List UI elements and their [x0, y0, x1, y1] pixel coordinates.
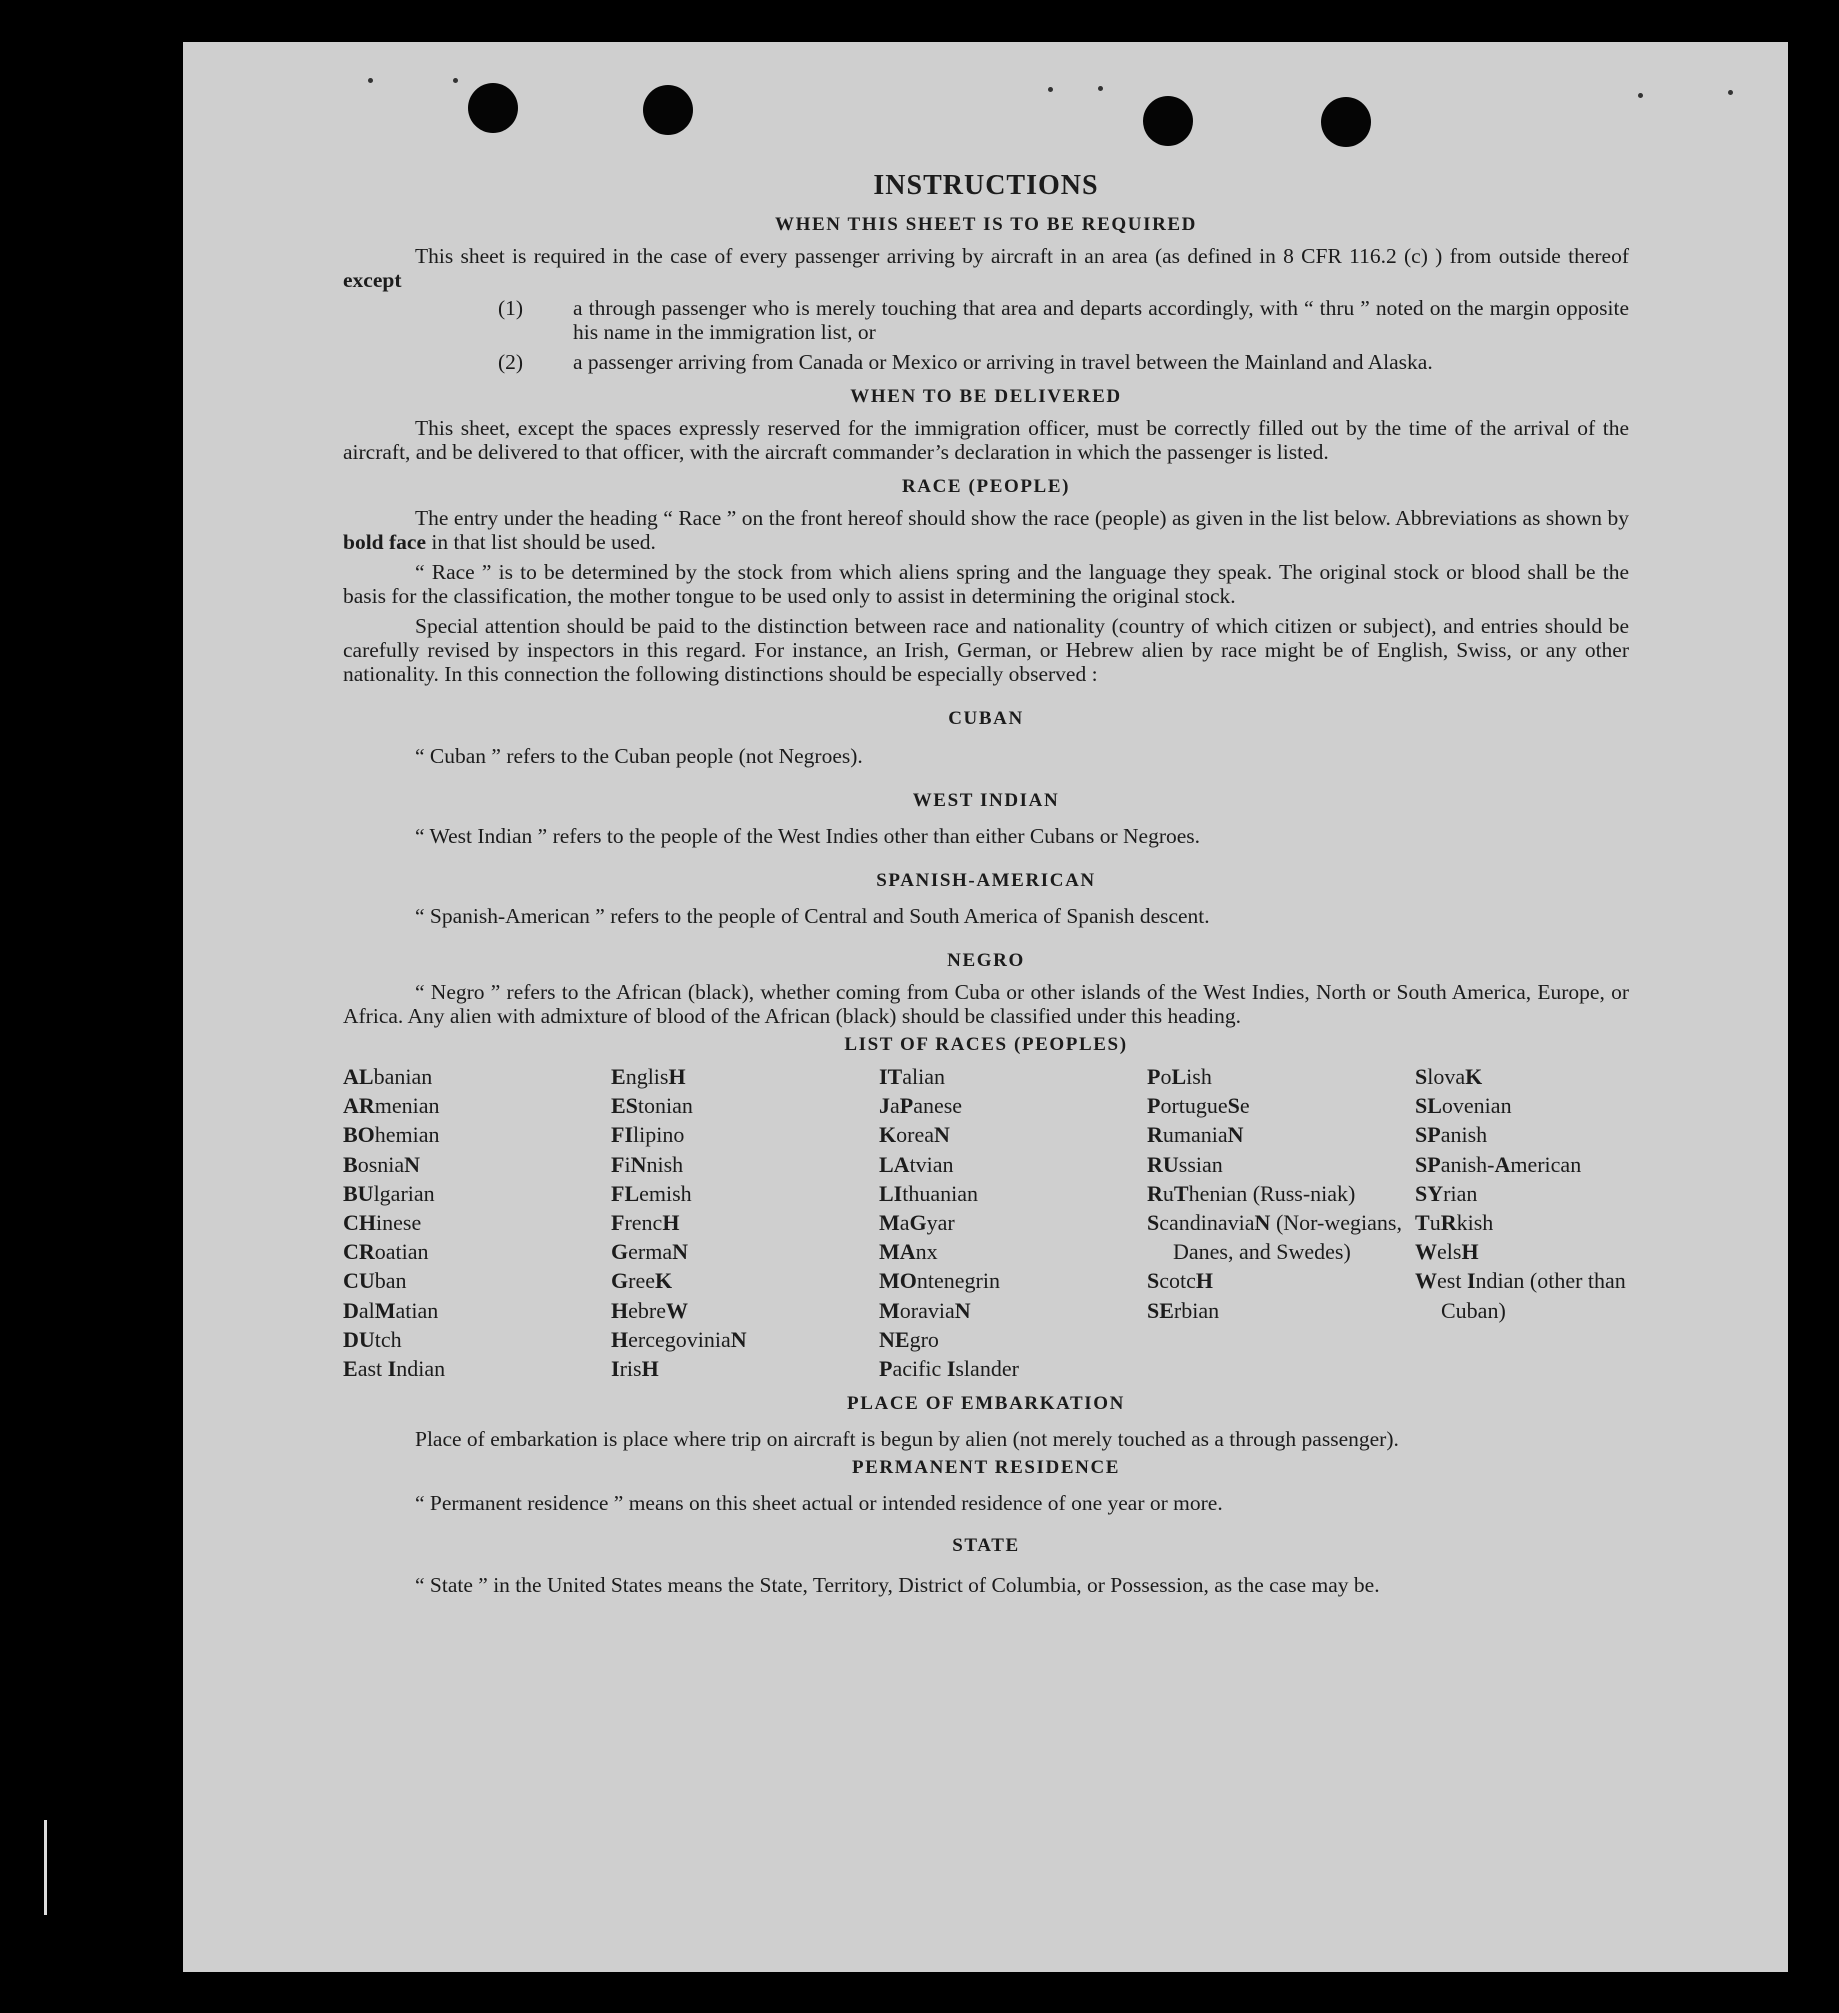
- race-item: West Indian (other than Cuban): [1415, 1268, 1626, 1323]
- race-abbrev: AL: [343, 1064, 374, 1089]
- race-item: FrencH: [611, 1210, 680, 1236]
- race-item: IrisH: [611, 1356, 659, 1382]
- section-heading-state: STATE: [952, 1535, 1020, 1557]
- punch-hole: [643, 85, 693, 135]
- when-required-intro: [343, 244, 1629, 292]
- race-item: MOntenegrin: [879, 1268, 1000, 1294]
- race-item: SErbian: [1147, 1297, 1220, 1323]
- section-heading-residence: PERMANENT RESIDENCE: [851, 1457, 1121, 1479]
- section-heading-west-indian: WEST INDIAN: [912, 790, 1060, 811]
- race-item: HebreW: [611, 1297, 688, 1323]
- race-item: GermaN: [611, 1239, 688, 1265]
- race-item: BUlgarian: [343, 1180, 435, 1206]
- race-item: DUtch: [343, 1326, 402, 1352]
- section-heading-list-of-races: LIST OF RACES (PEOPLES): [844, 1034, 1128, 1055]
- state-text: “ State ” in the United States means the State, Territory, District of Columbia, or Possession, as the case may be.: [415, 1573, 1380, 1598]
- race-item: KoreaN: [879, 1122, 950, 1148]
- race-item: BosniaN: [343, 1151, 421, 1177]
- race-item: SLovenian: [1415, 1093, 1512, 1119]
- race-paragraph-1: [343, 506, 1629, 554]
- race-item: BOhemian: [343, 1122, 440, 1148]
- race-item: EStonian: [611, 1093, 693, 1119]
- race-item: CUban: [343, 1268, 407, 1294]
- race-item: NEgro: [879, 1326, 939, 1352]
- race-item: EnglisH: [611, 1064, 686, 1089]
- race-item: FIlipino: [611, 1122, 685, 1148]
- race-item: HercegoviniaN: [611, 1326, 747, 1352]
- item-number: (1): [498, 296, 524, 320]
- when-delivered-text: This sheet, except the spaces expressly reserved for the immigration officer, must be correctly filled out by the time of the arrival of the aircraft, and be delivered to that officer, with the aircraft commander’s declaration in which the passenger is listed.: [343, 416, 1629, 464]
- punch-hole: [1321, 97, 1371, 147]
- race-item: ScotcH: [1147, 1268, 1214, 1294]
- negro-text: “ Negro ” refers to the African (black), whether coming from Cuba or other islands of the West Indies, North or South America, Europe, or Africa. Any alien with admixture of blood of the African (black) should be classified under this heading.: [343, 980, 1629, 1028]
- margin-mark: [44, 1820, 47, 1915]
- races-column: [611, 1062, 879, 1383]
- race-item: WelsH: [1415, 1239, 1479, 1265]
- section-heading-cuban: CUBAN: [948, 708, 1024, 729]
- race-p1-start: The entry under the heading “ Race ” on the front hereof should show the race (people) as given in the list below. Abbreviations as shown by: [415, 506, 1629, 530]
- race-item: FiNnish: [611, 1151, 684, 1177]
- race-item: SPanish-American: [1415, 1151, 1582, 1177]
- cuban-text: “ Cuban ” refers to the Cuban people (not Negroes).: [415, 744, 863, 768]
- race-item: MAnx: [879, 1239, 938, 1265]
- punch-hole: [468, 83, 518, 133]
- race-item: ScandinaviaN (Nor-wegians, Danes, and Swedes): [1147, 1210, 1402, 1265]
- exception-item: [343, 350, 1629, 374]
- race-item: East Indian: [343, 1356, 446, 1382]
- section-heading-when-delivered: WHEN TO BE DELIVERED: [850, 386, 1122, 407]
- race-paragraph-2: “ Race ” is to be determined by the stock from which aliens spring and the language they speak. The original stock or blood shall be the basis for the classification, the mother tongue to be used only to assist in determining the original stock.: [343, 560, 1629, 608]
- west-indian-text: “ West Indian ” refers to the people of the West Indies other than either Cubans or Negroes.: [415, 824, 1201, 848]
- embarkation-text: Place of embarkation is place where trip on aircraft is begun by alien (not merely touched as a through passenger).: [415, 1427, 1399, 1452]
- race-item: SYrian: [1415, 1180, 1478, 1206]
- race-rest: banian: [373, 1064, 433, 1089]
- races-column: [1415, 1062, 1683, 1383]
- race-paragraph-3: Special attention should be paid to the distinction between race and nationality (country of which citizen or subject), and entries should be carefully revised by inspectors in this regard. For instance, an Irish, German, or Hebrew alien by race might be of English, Swiss, or any other nationality. In this connection the following distinctions should be especially observed :: [343, 614, 1629, 686]
- race-item: RumaniaN: [1147, 1122, 1244, 1148]
- section-heading-negro: NEGRO: [947, 950, 1025, 971]
- race-item: CRoatian: [343, 1239, 429, 1265]
- item-text: a passenger arriving from Canada or Mexico or arriving in travel between the Mainland and Alaska.: [573, 350, 1433, 374]
- races-list: [343, 1062, 1629, 1383]
- document-sheet: [183, 42, 1788, 1972]
- race-item: PortugueSe: [1147, 1093, 1250, 1119]
- race-item: PoLish: [1147, 1064, 1212, 1089]
- race-item: ITalian: [879, 1064, 946, 1089]
- race-item: SPanish: [1415, 1122, 1488, 1148]
- race-item: ARmenian: [343, 1093, 440, 1119]
- race-item: MoraviaN: [879, 1297, 971, 1323]
- speck: [368, 78, 373, 83]
- race-item: FLemish: [611, 1180, 692, 1206]
- race-item: [343, 1062, 611, 1091]
- race-item: TuRkish: [1415, 1210, 1494, 1236]
- races-column: [879, 1062, 1147, 1383]
- speck: [1048, 87, 1053, 92]
- item-text: a through passenger who is merely touching that area and departs accordingly, with “ thru ” noted on the margin opposite his name in the immigration list, or: [573, 296, 1629, 344]
- race-item: Pacific Islander: [879, 1356, 1019, 1382]
- race-p1-bold: bold face: [343, 530, 427, 554]
- race-item: CHinese: [343, 1210, 422, 1236]
- speck: [453, 78, 458, 83]
- exception-list: [343, 296, 1629, 374]
- race-item: GreeK: [611, 1268, 673, 1294]
- residence-text: “ Permanent residence ” means on this sheet actual or intended residence of one year or more.: [415, 1491, 1223, 1516]
- races-column: [343, 1062, 611, 1383]
- race-item: MaGyar: [879, 1210, 955, 1236]
- race-item: LAtvian: [879, 1151, 954, 1177]
- section-heading-when-required: WHEN THIS SHEET IS TO BE REQUIRED: [774, 214, 1198, 235]
- speck: [1098, 86, 1103, 91]
- races-column: [1147, 1062, 1415, 1383]
- race-item: JaPanese: [879, 1093, 963, 1119]
- spanish-american-text: “ Spanish-American ” refers to the people of Central and South America of Spanish descent.: [415, 904, 1210, 928]
- section-heading-embarkation: PLACE OF EMBARKATION: [847, 1393, 1125, 1415]
- race-item: RuThenian (Russ-niak): [1147, 1180, 1356, 1206]
- page-title: INSTRUCTIONS: [873, 170, 1099, 201]
- speck: [1728, 90, 1733, 95]
- instructions-content: [343, 170, 1629, 1601]
- section-heading-spanish-american: SPANISH-AMERICAN: [876, 870, 1096, 891]
- race-item: RUssian: [1147, 1151, 1223, 1177]
- punch-hole: [1143, 96, 1193, 146]
- race-item: LIthuanian: [879, 1180, 979, 1206]
- section-heading-race: RACE (PEOPLE): [901, 476, 1071, 497]
- item-number: (2): [498, 350, 524, 374]
- intro-bold: except: [343, 268, 402, 292]
- race-item: DalMatian: [343, 1297, 439, 1323]
- speck: [1638, 93, 1643, 98]
- race-p1-end: in that list should be used.: [431, 530, 656, 554]
- exception-item: [343, 296, 1629, 344]
- race-item: SlovaK: [1415, 1064, 1483, 1089]
- intro-text: This sheet is required in the case of every passenger arriving by aircraft in an area (as defined in 8 CFR 116.2 (c) ) from outside thereof: [415, 244, 1629, 268]
